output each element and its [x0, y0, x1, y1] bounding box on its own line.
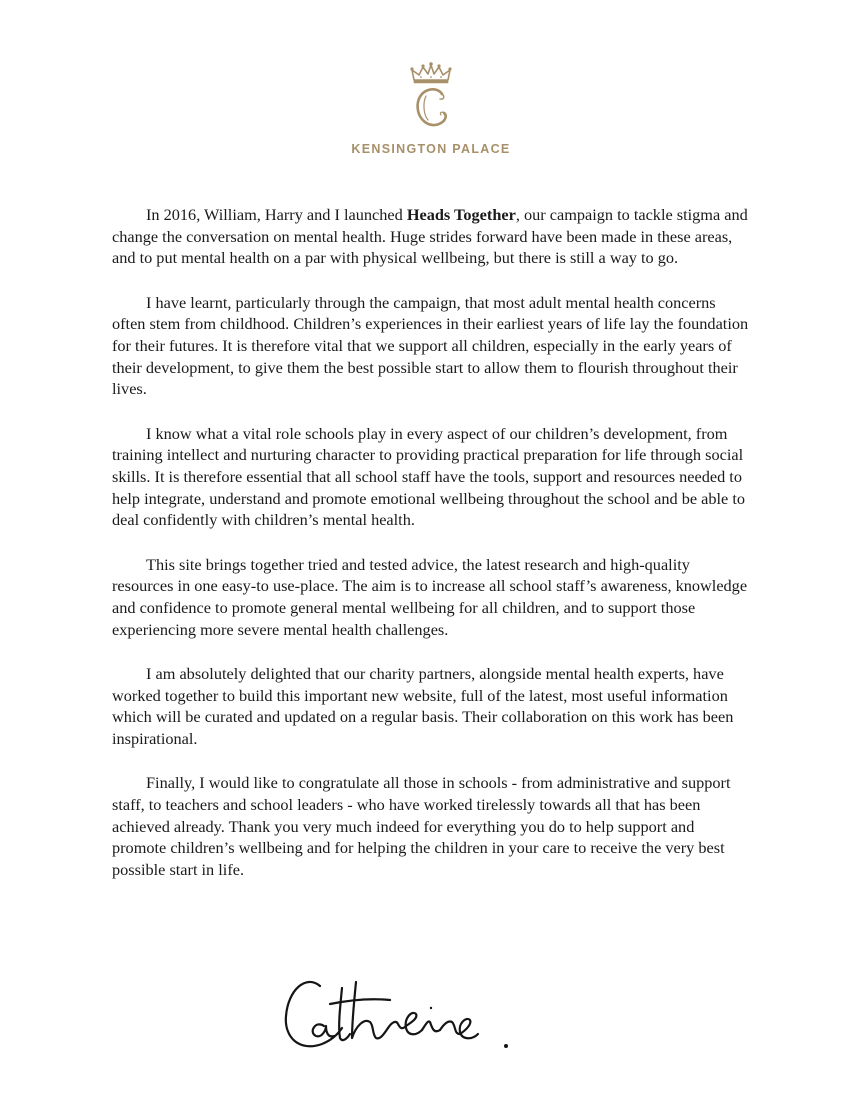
letter-body [112, 204, 752, 903]
letterhead [0, 62, 862, 156]
letter-paragraph: I know what a vital role schools play in every aspect of our children’s development, from training intellect and nurturing character to providing practical preparation for life through social skills. It is therefore essential that all school staff have the tools, support and resources needed to help integrate, understand and promote emotional wellbeing throughout the school and be able to deal confidently with children’s mental health. [112, 423, 745, 530]
signature [280, 968, 530, 1069]
paragraph-text: , our campaign to tackle stigma and change the conversation on mental health. Huge strides forward have been made in these areas, and to put mental health on a par with physical wellbeing, but there is still a way to go. [112, 205, 748, 268]
campaign-name: Heads Together [406, 205, 516, 224]
letter-paragraph [112, 204, 752, 269]
letter-paragraph: I have learnt, particularly through the campaign, that most adult mental health concerns often stem from childhood. Children’s experiences in their earliest years of life lay the foundation for their futures. It is therefore vital that we support all children, especially in the early years of their development, to give them the best possible start to allow them to flourish throughout their lives. [112, 292, 749, 399]
palace-name: KENSINGTON PALACE [351, 142, 511, 156]
letter-paragraph: This site brings together tried and tested advice, the latest research and high-quality resources in one easy-to use-place. The aim is to increase all school staff’s awareness, knowledge and confidence to promote general mental wellbeing for all children, and to support those experiencing more severe mental health challenges. [112, 554, 748, 639]
handwritten-signature-icon [280, 968, 530, 1064]
crown-monogram-icon [401, 62, 461, 136]
letter-paragraph: I am absolutely delighted that our charity partners, alongside mental health experts, have worked together to build this important new website, full of the latest, most useful information which will be curated and updated on a regular basis. Their collaboration on this work has been inspirational. [112, 664, 734, 748]
paragraph-text: In 2016, William, Harry and I launched [146, 205, 407, 224]
letter-paragraph: Finally, I would like to congratulate all those in schools - from administrative and support staff, to teachers and school leaders - who have worked tirelessly towards all that has been achieved already. Thank you very much indeed for everything you do to help support and promote children’s wellbeing and for helping the children in your care to receive the very best possible start in life. [112, 773, 731, 879]
